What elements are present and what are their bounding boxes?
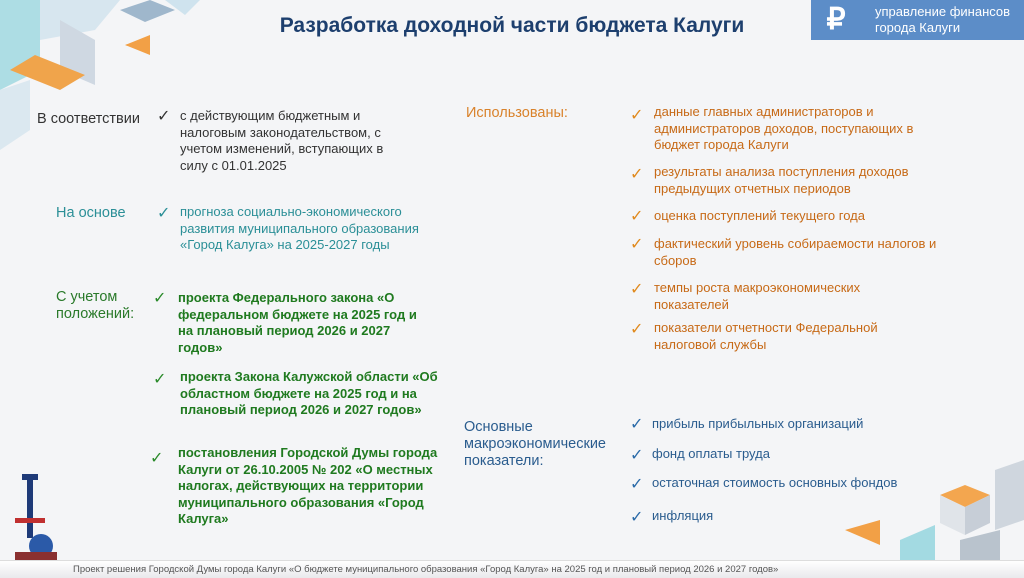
check-icon: ✓ bbox=[630, 166, 644, 183]
accordance-item: с действующим бюджетным и налоговым законодательством, с учетом изменений, вступающих в силу с 01.01.2025 bbox=[180, 108, 384, 173]
check-icon: ✓ bbox=[630, 447, 644, 464]
basis-item: прогноза социально-экономического развития муниципального образования «Город Калуга» на 2025-2027 годы bbox=[180, 204, 419, 252]
check-icon: ✓ bbox=[153, 371, 167, 388]
logo-banner bbox=[811, 0, 1024, 40]
page-title: Разработка доходной части бюджета Калуги bbox=[279, 14, 745, 37]
logo-line-1: управление финансов bbox=[875, 4, 1011, 19]
used-item: данные главных администраторов и администраторов доходов, поступающих в бюджет города Калуги bbox=[654, 104, 914, 152]
check-icon: ✓ bbox=[630, 208, 644, 225]
check-icon: ✓ bbox=[630, 236, 644, 253]
section-label-basis: На основе bbox=[56, 205, 126, 221]
indicator-item: фонд оплаты труда bbox=[652, 446, 770, 461]
monument-decoration bbox=[8, 474, 66, 565]
section-label-indicators: Основные макроэкономические показатели: bbox=[464, 419, 606, 469]
check-icon: ✓ bbox=[157, 205, 171, 222]
logo-line-2: города Калуги bbox=[875, 20, 961, 35]
check-icon: ✓ bbox=[630, 476, 644, 493]
check-icon: ✓ bbox=[630, 321, 644, 338]
check-icon: ✓ bbox=[630, 416, 644, 433]
used-item: фактический уровень собираемости налогов и сборов bbox=[654, 236, 937, 268]
check-icon: ✓ bbox=[150, 450, 164, 467]
indicator-item: инфляция bbox=[652, 508, 714, 523]
footer-text: Проект решения Городской Думы города Калуги «О бюджете муниципального образования «Город Калуга» на 2025 год и плановый период 2026 и 2027 годов» bbox=[73, 564, 779, 575]
used-item: темпы роста макроэкономических показателей bbox=[654, 280, 861, 312]
used-item: оценка поступлений текущего года bbox=[654, 208, 865, 223]
check-icon: ✓ bbox=[157, 108, 171, 125]
check-icon: ✓ bbox=[630, 107, 644, 124]
check-icon: ✓ bbox=[630, 281, 644, 298]
section-label-provisions: С учетом положений: bbox=[56, 289, 135, 322]
logo-text bbox=[875, 4, 1010, 36]
indicator-item: прибыль прибыльных организаций bbox=[652, 416, 864, 431]
indicator-item: остаточная стоимость основных фондов bbox=[652, 475, 898, 490]
section-label-used: Использованы: bbox=[466, 105, 568, 121]
provisions-item-regional-law: проекта Закона Калужской области «Об областном бюджете на 2025 год и на плановый период 2026 и 2027 годов» bbox=[180, 369, 438, 417]
check-icon: ✓ bbox=[630, 509, 644, 526]
provisions-item-city-decree: постановления Городской Думы города Калуги от 26.10.2005 № 202 «О местных налогах, действующих на территории муниципального образования «Город Калуга» bbox=[178, 445, 438, 526]
used-item: показатели отчетности Федеральной налоговой службы bbox=[654, 320, 878, 352]
ruble-icon: ₽ bbox=[826, 3, 846, 36]
check-icon: ✓ bbox=[153, 290, 167, 307]
section-label-accordance: В соответствии bbox=[37, 111, 140, 127]
used-item: результаты анализа поступления доходов предыдущих отчетных периодов bbox=[654, 164, 909, 196]
provisions-item-federal-law: проекта Федерального закона «О федеральном бюджете на 2025 год и на плановый период 2026 и 2027 годов» bbox=[178, 290, 417, 355]
